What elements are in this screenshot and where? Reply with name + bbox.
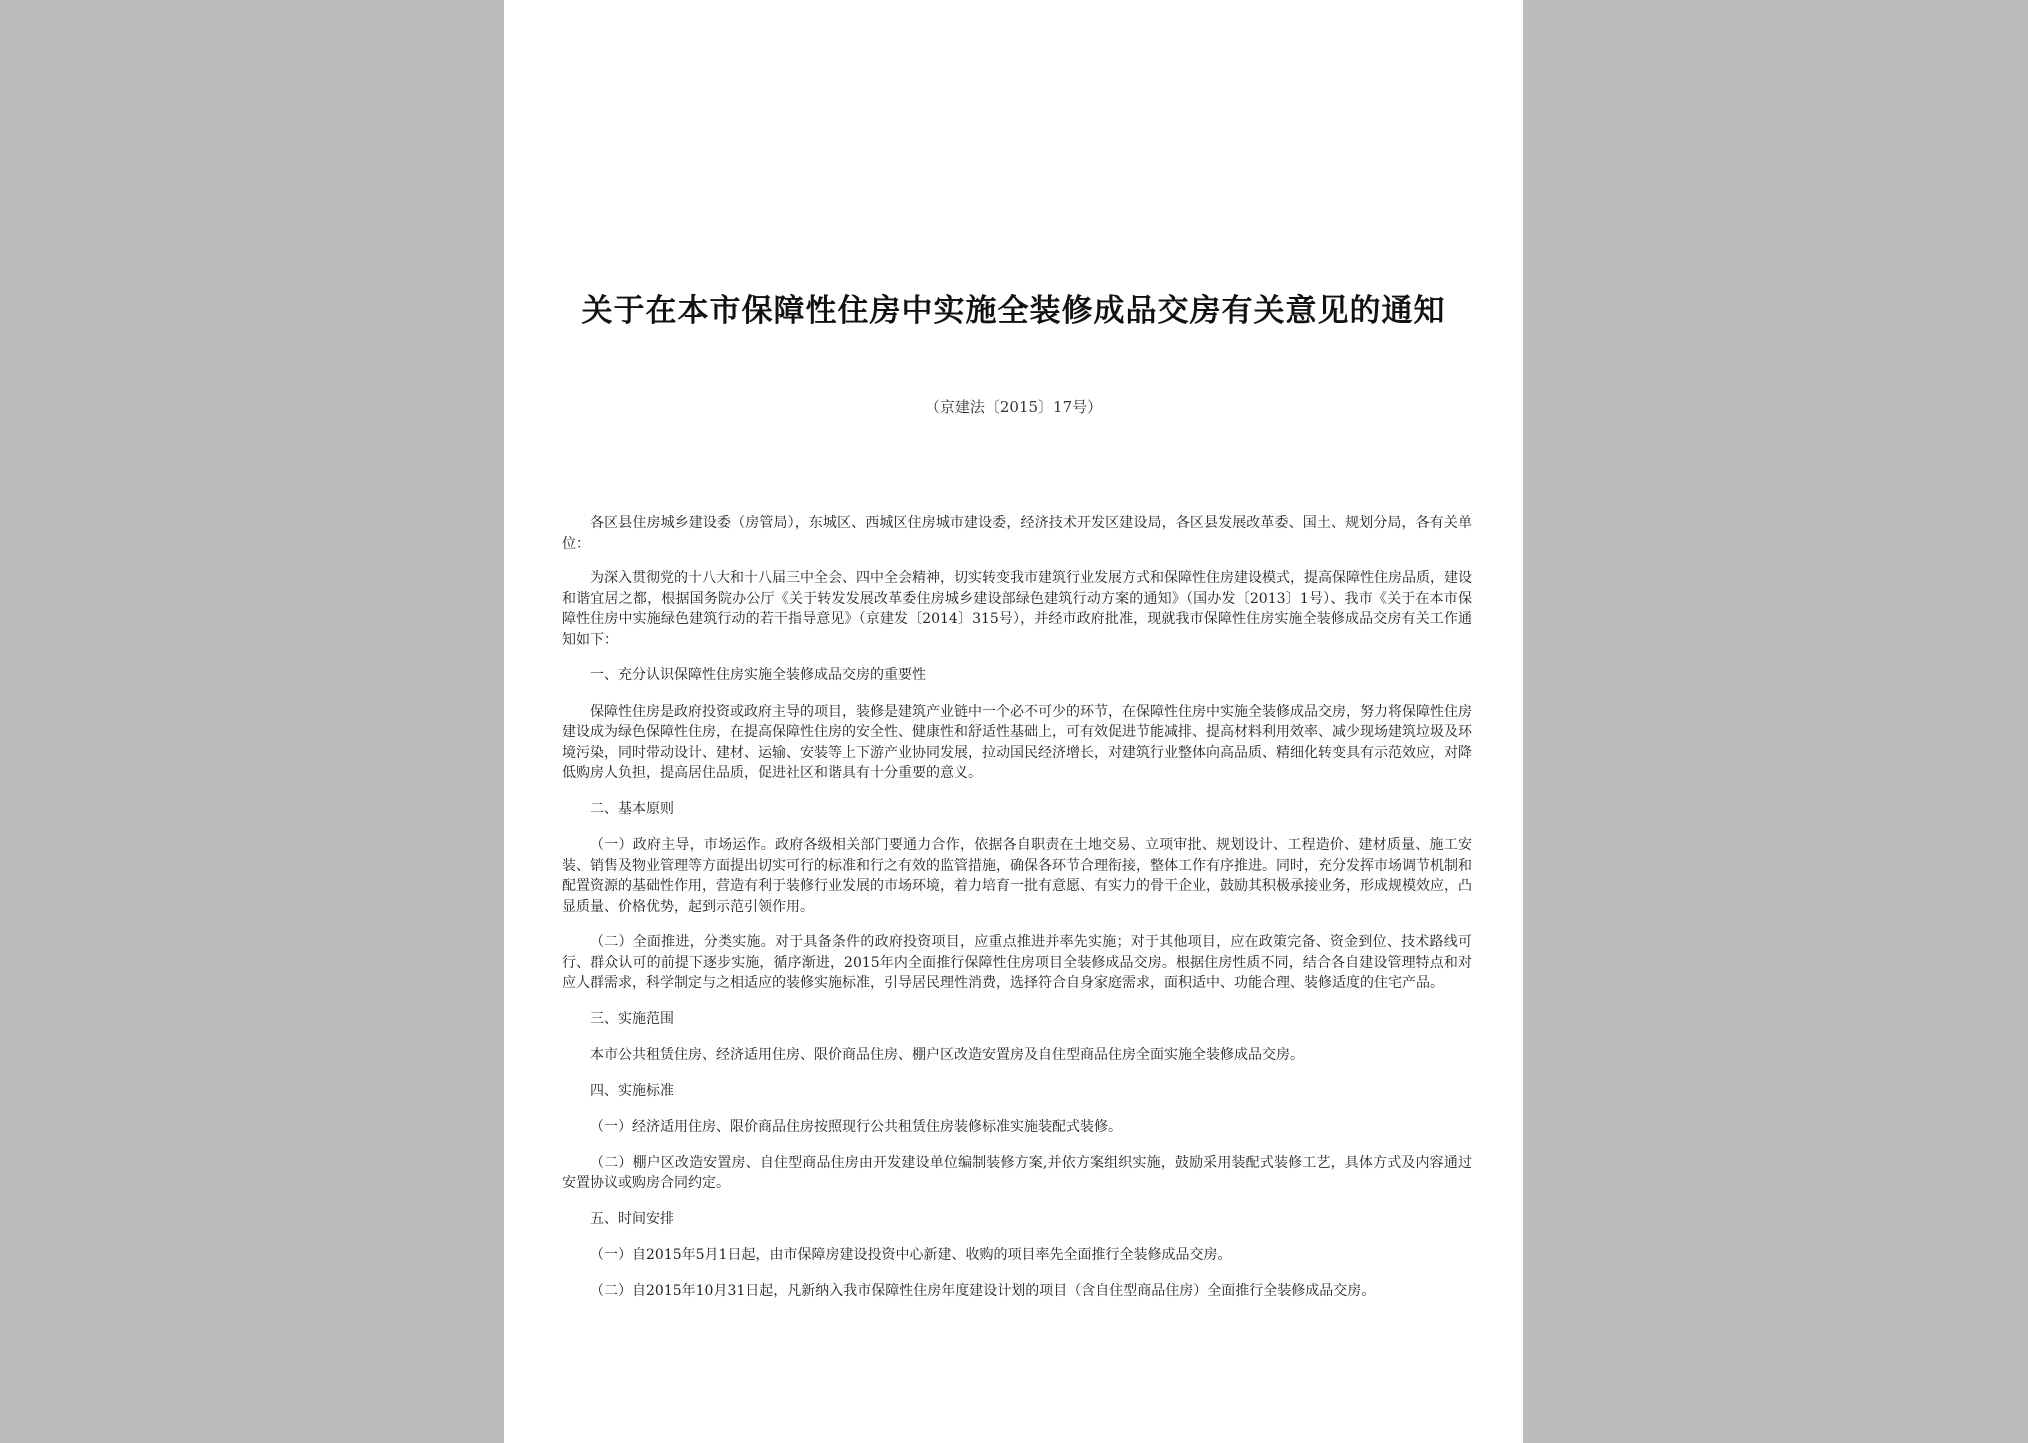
- section-heading-3: 三、实施范围: [590, 1010, 674, 1027]
- section-heading-5: 五、时间安排: [590, 1210, 674, 1227]
- section-heading-4: 四、实施标准: [590, 1082, 674, 1099]
- document-number: （京建法〔2015〕17号）: [924, 398, 1103, 416]
- section-heading-1: 一、充分认识保障性住房实施全装修成品交房的重要性: [590, 667, 926, 683]
- addressee-paragraph: 各区县住房城乡建设委（房管局），东城区、西城区住房城市建设委，经济技术开发区建设局，各区县发展改革委、国土、规划分局，各有关单位：: [562, 515, 1472, 552]
- section-4-item-2: （二）棚户区改造安置房、自住型商品住房由开发建设单位编制装修方案,并依方案组织实施，鼓励采用装配式装修工艺，具体方式及内容通过安置协议或购房合同约定。: [562, 1154, 1472, 1191]
- document-body: [562, 513, 1472, 1316]
- intro-paragraph: 为深入贯彻党的十八大和十八届三中全会、四中全会精神，切实转变我市建筑行业发展方式和保障性住房建设模式，提高保障性住房品质，建设和谐宜居之都，根据国务院办公厅《关于转发发展改革委住房城乡建设部绿色建筑行动方案的通知》（国办发〔2013〕1号）、我市《关于在本市保障性住房中实施绿色建筑行动的若干指导意见》（京建发〔2014〕315号），并经市政府批准，现就我市保障性住房实施全装修成品交房有关工作通知如下：: [562, 570, 1472, 648]
- document-page: [504, 0, 1523, 1443]
- section-5-item-1: （一）自2015年5月1日起，由市保障房建设投资中心新建、收购的项目率先全面推行全装修成品交房。: [590, 1247, 1232, 1263]
- section-3-paragraph: 本市公共租赁住房、经济适用住房、限价商品住房、棚户区改造安置房及自住型商品住房全面实施全装修成品交房。: [590, 1047, 1304, 1063]
- document-title: 关于在本市保障性住房中实施全装修成品交房有关意见的通知: [581, 293, 1446, 329]
- section-5-item-2: （二）自2015年10月31日起，凡新纳入我市保障性住房年度建设计划的项目（含自住型商品住房）全面推行全装修成品交房。: [590, 1282, 1376, 1299]
- section-2-item-2: （二）全面推进，分类实施。对于具备条件的政府投资项目，应重点推进并率先实施；对于其他项目，应在政策完备、资金到位、技术路线可行、群众认可的前提下逐步实施，循序渐进，2015年内全面推行保障性住房项目全装修成品交房。根据住房性质不同，结合各自建设管理特点和对应人群需求，科学制定与之相适应的装修实施标准，引导居民理性消费，选择符合自身家庭需求，面积适中、功能合理、装修适度的住宅产品。: [562, 934, 1472, 991]
- section-1-paragraph: 保障性住房是政府投资或政府主导的项目，装修是建筑产业链中一个必不可少的环节，在保障性住房中实施全装修成品交房，努力将保障性住房建设成为绿色保障性住房，在提高保障性住房的安全性、健康性和舒适性基础上，可有效促进节能减排、提高材料利用效率、减少现场建筑垃圾及环境污染，同时带动设计、建材、运输、安装等上下游产业协同发展，拉动国民经济增长，对建筑行业整体向高品质、精细化转变具有示范效应，对降低购房人负担，提高居住品质，促进社区和谐具有十分重要的意义。: [562, 703, 1472, 781]
- section-2-item-1: （一）政府主导，市场运作。政府各级相关部门要通力合作，依据各自职责在土地交易、立项审批、规划设计、工程造价、建材质量、施工安装、销售及物业管理等方面提出切实可行的标准和行之有效的监管措施，确保各环节合理衔接，整体工作有序推进。同时，充分发挥市场调节机制和配置资源的基础性作用，营造有利于装修行业发展的市场环境，着力培育一批有意愿、有实力的骨干企业，鼓励其积极承接业务，形成规模效应，凸显质量、价格优势，起到示范引领作用。: [562, 837, 1472, 915]
- section-4-item-1: （一）经济适用住房、限价商品住房按照现行公共租赁住房装修标准实施装配式装修。: [590, 1119, 1122, 1135]
- section-heading-2: 二、基本原则: [590, 800, 674, 817]
